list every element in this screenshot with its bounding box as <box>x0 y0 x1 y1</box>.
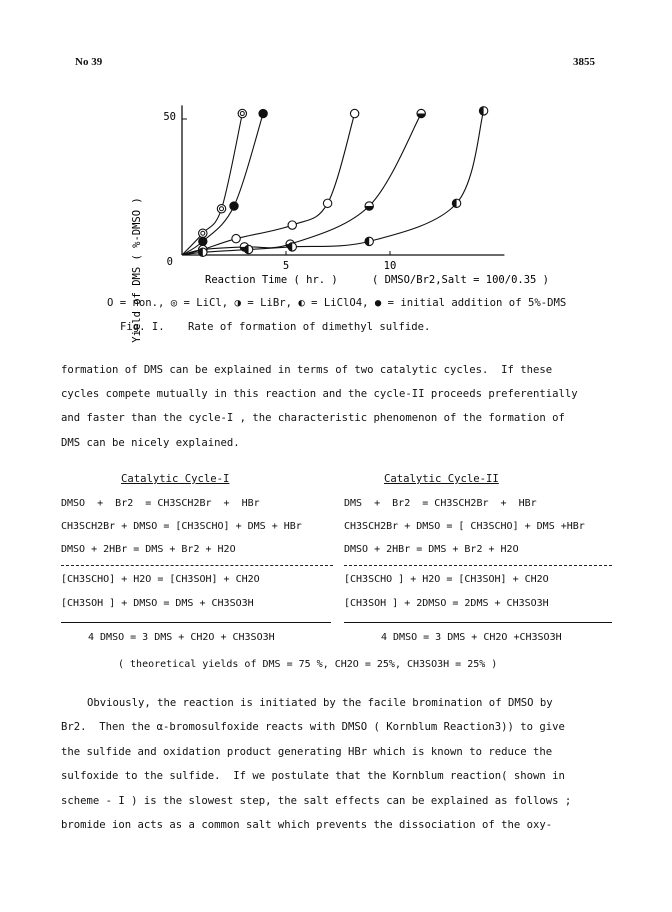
marker-filled <box>230 202 238 210</box>
cycle-1-equation: [CH3SCHO] + H2O = [CH3SOH] + CH2O <box>61 574 260 585</box>
paragraph-line: bromide ion acts as a common salt which prevents the dissociation of the oxy- <box>61 819 553 831</box>
data-point-filled <box>259 109 267 117</box>
paragraph-line: scheme - I ) is the slowest step, the salt effects can be explained as follows ; <box>61 795 572 807</box>
cycle-2-equation: [CH3SCHO ] + H2O = [CH3SOH] + CH2O <box>344 574 549 585</box>
paragraph-line: Br2. Then the α-bromosulfoxide reacts with DMSO ( Kornblum Reaction3)) to give <box>61 721 565 733</box>
paragraph-line: sulfoxide to the sulfide. If we postulate that the Kornblum reaction( shown in <box>61 770 565 782</box>
data-point-double-circle <box>217 205 225 213</box>
marker-open <box>350 109 358 117</box>
data-point-open <box>350 109 358 117</box>
data-point-open <box>232 234 240 242</box>
cycle-2-overall: 4 DMSO = 3 DMS + CH2O +CH3SO3H <box>381 632 562 643</box>
data-point-filled <box>199 237 207 245</box>
figure-caption-label: Fig. I. <box>120 321 165 333</box>
marker-filled <box>199 237 207 245</box>
series-curve-initial addition of 5%-DMS <box>182 114 263 255</box>
y-tick-label: 50 <box>163 111 176 123</box>
theoretical-yields: ( theoretical yields of DMS = 75 %, CH2O = 25%, CH3SO3H = 25% ) <box>118 659 498 670</box>
journal-issue: No 39 <box>75 56 103 68</box>
marker-outer <box>199 229 207 237</box>
cycle-2-equation: CH3SCH2Br + DMSO = [ CH3SCHO] + DMS +HBr <box>344 521 585 532</box>
data-point-open <box>288 221 296 229</box>
paragraph-line: DMS can be nicely explained. <box>61 437 240 449</box>
marker-filled <box>259 109 267 117</box>
y-tick-label: 0 <box>166 256 173 268</box>
data-point-half-horizontal <box>417 109 425 117</box>
data-point-filled <box>230 202 238 210</box>
marker-open <box>288 221 296 229</box>
cycle-1-title: Catalytic Cycle-I <box>121 473 230 485</box>
page-number: 3855 <box>573 56 595 68</box>
figure-caption: Rate of formation of dimethyl sulfide. <box>188 321 431 333</box>
paragraph-line: formation of DMS can be explained in terms of two catalytic cycles. If these <box>61 364 553 376</box>
chart-curves <box>182 111 484 255</box>
x-tick-label: 10 <box>383 260 397 272</box>
cycle-2-equation: [CH3SOH ] + 2DMSO = 2DMS + CH3SO3H <box>344 598 549 609</box>
data-point-double-circle <box>238 109 246 117</box>
data-point-double-circle <box>199 229 207 237</box>
cycle-2-separator <box>344 565 612 566</box>
cycle-1-overall: 4 DMSO = 3 DMS + CH2O + CH3SO3H <box>88 632 275 643</box>
x-tick-label: 5 <box>282 260 290 272</box>
data-point-half-vertical <box>452 199 460 207</box>
cycle-1-separator <box>61 565 333 566</box>
marker-outer <box>238 109 246 117</box>
chart-axes <box>182 105 504 255</box>
series-curve-LiClO4 <box>182 111 484 255</box>
series-curve-LiBr <box>182 114 421 255</box>
cycle-2-title: Catalytic Cycle-II <box>384 473 499 485</box>
chart-condition: ( DMSO/Br2,Salt = 100/0.35 ) <box>372 274 550 286</box>
marker-open <box>323 199 331 207</box>
paragraph-line: the sulfide and oxidation product generating HBr which is known to reduce the <box>61 746 553 758</box>
cycle-1-equation: DMSO + Br2 = CH3SCH2Br + HBr <box>61 498 260 509</box>
chart-markers <box>199 107 488 257</box>
cycle-2-sum-rule <box>344 622 612 623</box>
data-point-half-vertical <box>199 248 207 256</box>
marker-open <box>232 234 240 242</box>
data-point-half-vertical <box>244 245 252 253</box>
data-point-half-vertical <box>365 237 373 245</box>
y-axis-label: Yield of DMS ( %-DMSO ) <box>131 197 143 343</box>
data-point-half-vertical <box>479 107 487 115</box>
cycle-1-equation: DMSO + 2HBr = DMS + Br2 + H2O <box>61 544 236 555</box>
cycle-1-equation: CH3SCH2Br + DMSO = [CH3SCHO] + DMS + HBr <box>61 521 302 532</box>
cycle-2-equation: DMSO + 2HBr = DMS + Br2 + H2O <box>344 544 519 555</box>
series-curve-non. <box>182 114 355 255</box>
paragraph-line: and faster than the cycle-I , the characteristic phenomenon of the formation of <box>61 412 565 424</box>
data-point-half-vertical <box>288 243 296 251</box>
cycle-1-sum-rule <box>61 622 331 623</box>
figure-legend: O = non., ◎ = LiCl, ◑ = LiBr, ◐ = LiClO4, ● = initial addition of 5%-DMS <box>107 297 567 309</box>
cycle-1-equation: [CH3SOH ] + DMSO = DMS + CH3SO3H <box>61 598 254 609</box>
data-point-open <box>323 199 331 207</box>
data-point-half-horizontal <box>365 202 373 210</box>
cycle-2-equation: DMS + Br2 = CH3SCH2Br + HBr <box>344 498 537 509</box>
paragraph-line: cycles compete mutually in this reaction and the cycle-II proceeds preferentially <box>61 388 578 400</box>
paragraph-line: Obviously, the reaction is initiated by the facile bromination of DMSO by <box>87 697 553 709</box>
marker-outer <box>217 205 225 213</box>
x-axis-label: Reaction Time ( hr. ) <box>205 274 338 286</box>
